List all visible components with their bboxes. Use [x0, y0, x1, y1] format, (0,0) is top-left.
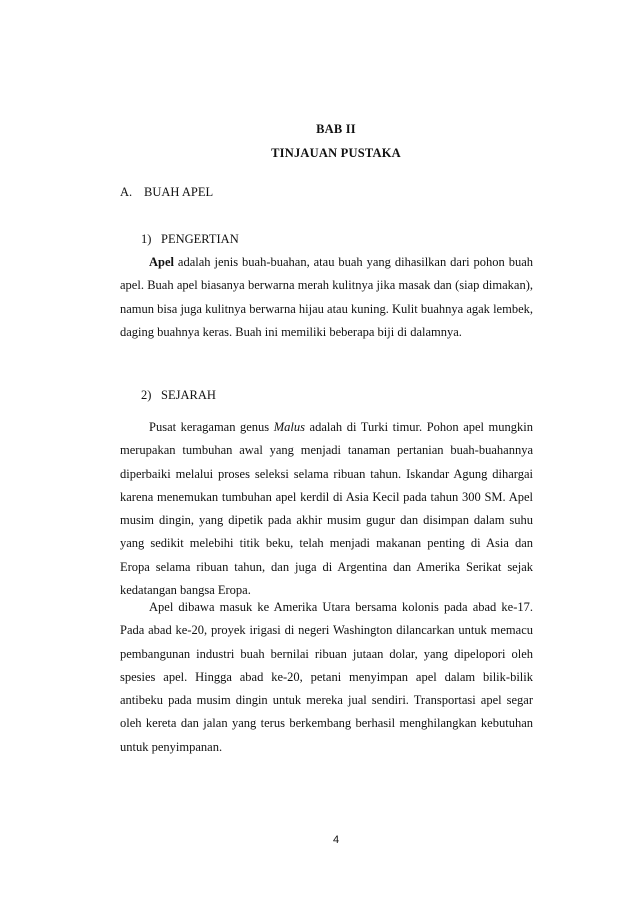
paragraph-text: adalah di Turki timur. Pohon apel mungkin merupakan tumbuhan awal yang menjadi tanaman pertanian buah-buahannya diperbaiki melalui proses seleksi selama ribuan tahun. Iskandar Agung dihargai karena menemukan tumbuhan apel kerdil di Asia Kecil pada tahun 300 SM. Apel musim dingin, yang dipetik pada akhir musim gugur dan disimpan dalam suhu yang sedikit melebihi titik beku, telah menjadi makanan penting di Asia dan Eropa selama ribuan tahun, dan juga di Argentina dan Amerika Serikat sejak kedatangan bangsa Eropa. [120, 420, 534, 598]
subsection-heading-pengertian [141, 232, 239, 247]
subsection-number: 1) [141, 232, 152, 246]
chapter-heading: BAB II [316, 122, 356, 136]
paragraph-sejarah-2: Apel dibawa masuk ke Amerika Utara bersama kolonis pada abad ke-17. Pada abad ke-20, proyek irigasi di negeri Washington dilancarkan untuk memacu pembangunan industri buah bernilai ribuan jutaan dolar, yang dipelopori oleh spesies apel. Hingga abad ke-20, petani menyimpan apel dalam bilik-bilik antibeku pada musim dingin untuk mereka jual sendiri. Transportasi apel segar oleh kereta dan jalan yang terus berkembang berhasil menghilangkan kebutuhan untuk penyimpanan. [120, 600, 533, 754]
defined-term: Apel [149, 255, 174, 269]
section-label: BUAH APEL [144, 185, 214, 199]
subsection-label: SEJARAH [161, 388, 216, 402]
section-heading [120, 185, 213, 200]
subsection-heading-sejarah [141, 388, 216, 403]
genus-name: Malus [273, 420, 305, 434]
chapter-title: TINJAUAN PUSTAKA [271, 146, 401, 160]
subsection-label: PENGERTIAN [161, 232, 239, 246]
subsection-number: 2) [141, 388, 152, 402]
paragraph-text: adalah jenis buah-buahan, atau buah yang dihasilkan dari pohon buah apel. Buah apel biasanya berwarna merah kulitnya jika masak dan (siap dimakan), namun bisa juga kulitnya berwarna hijau atau kuning. Kulit buahnya agak lembek, daging buahnya keras. Buah ini memiliki beberapa biji di dalamnya. [120, 255, 533, 339]
paragraph-pengertian [120, 251, 533, 344]
section-number: A. [120, 185, 133, 199]
paragraph-text: Pusat keragaman genus [149, 420, 274, 434]
paragraph-sejarah-1 [120, 416, 533, 602]
page-number: 4 [332, 834, 340, 846]
